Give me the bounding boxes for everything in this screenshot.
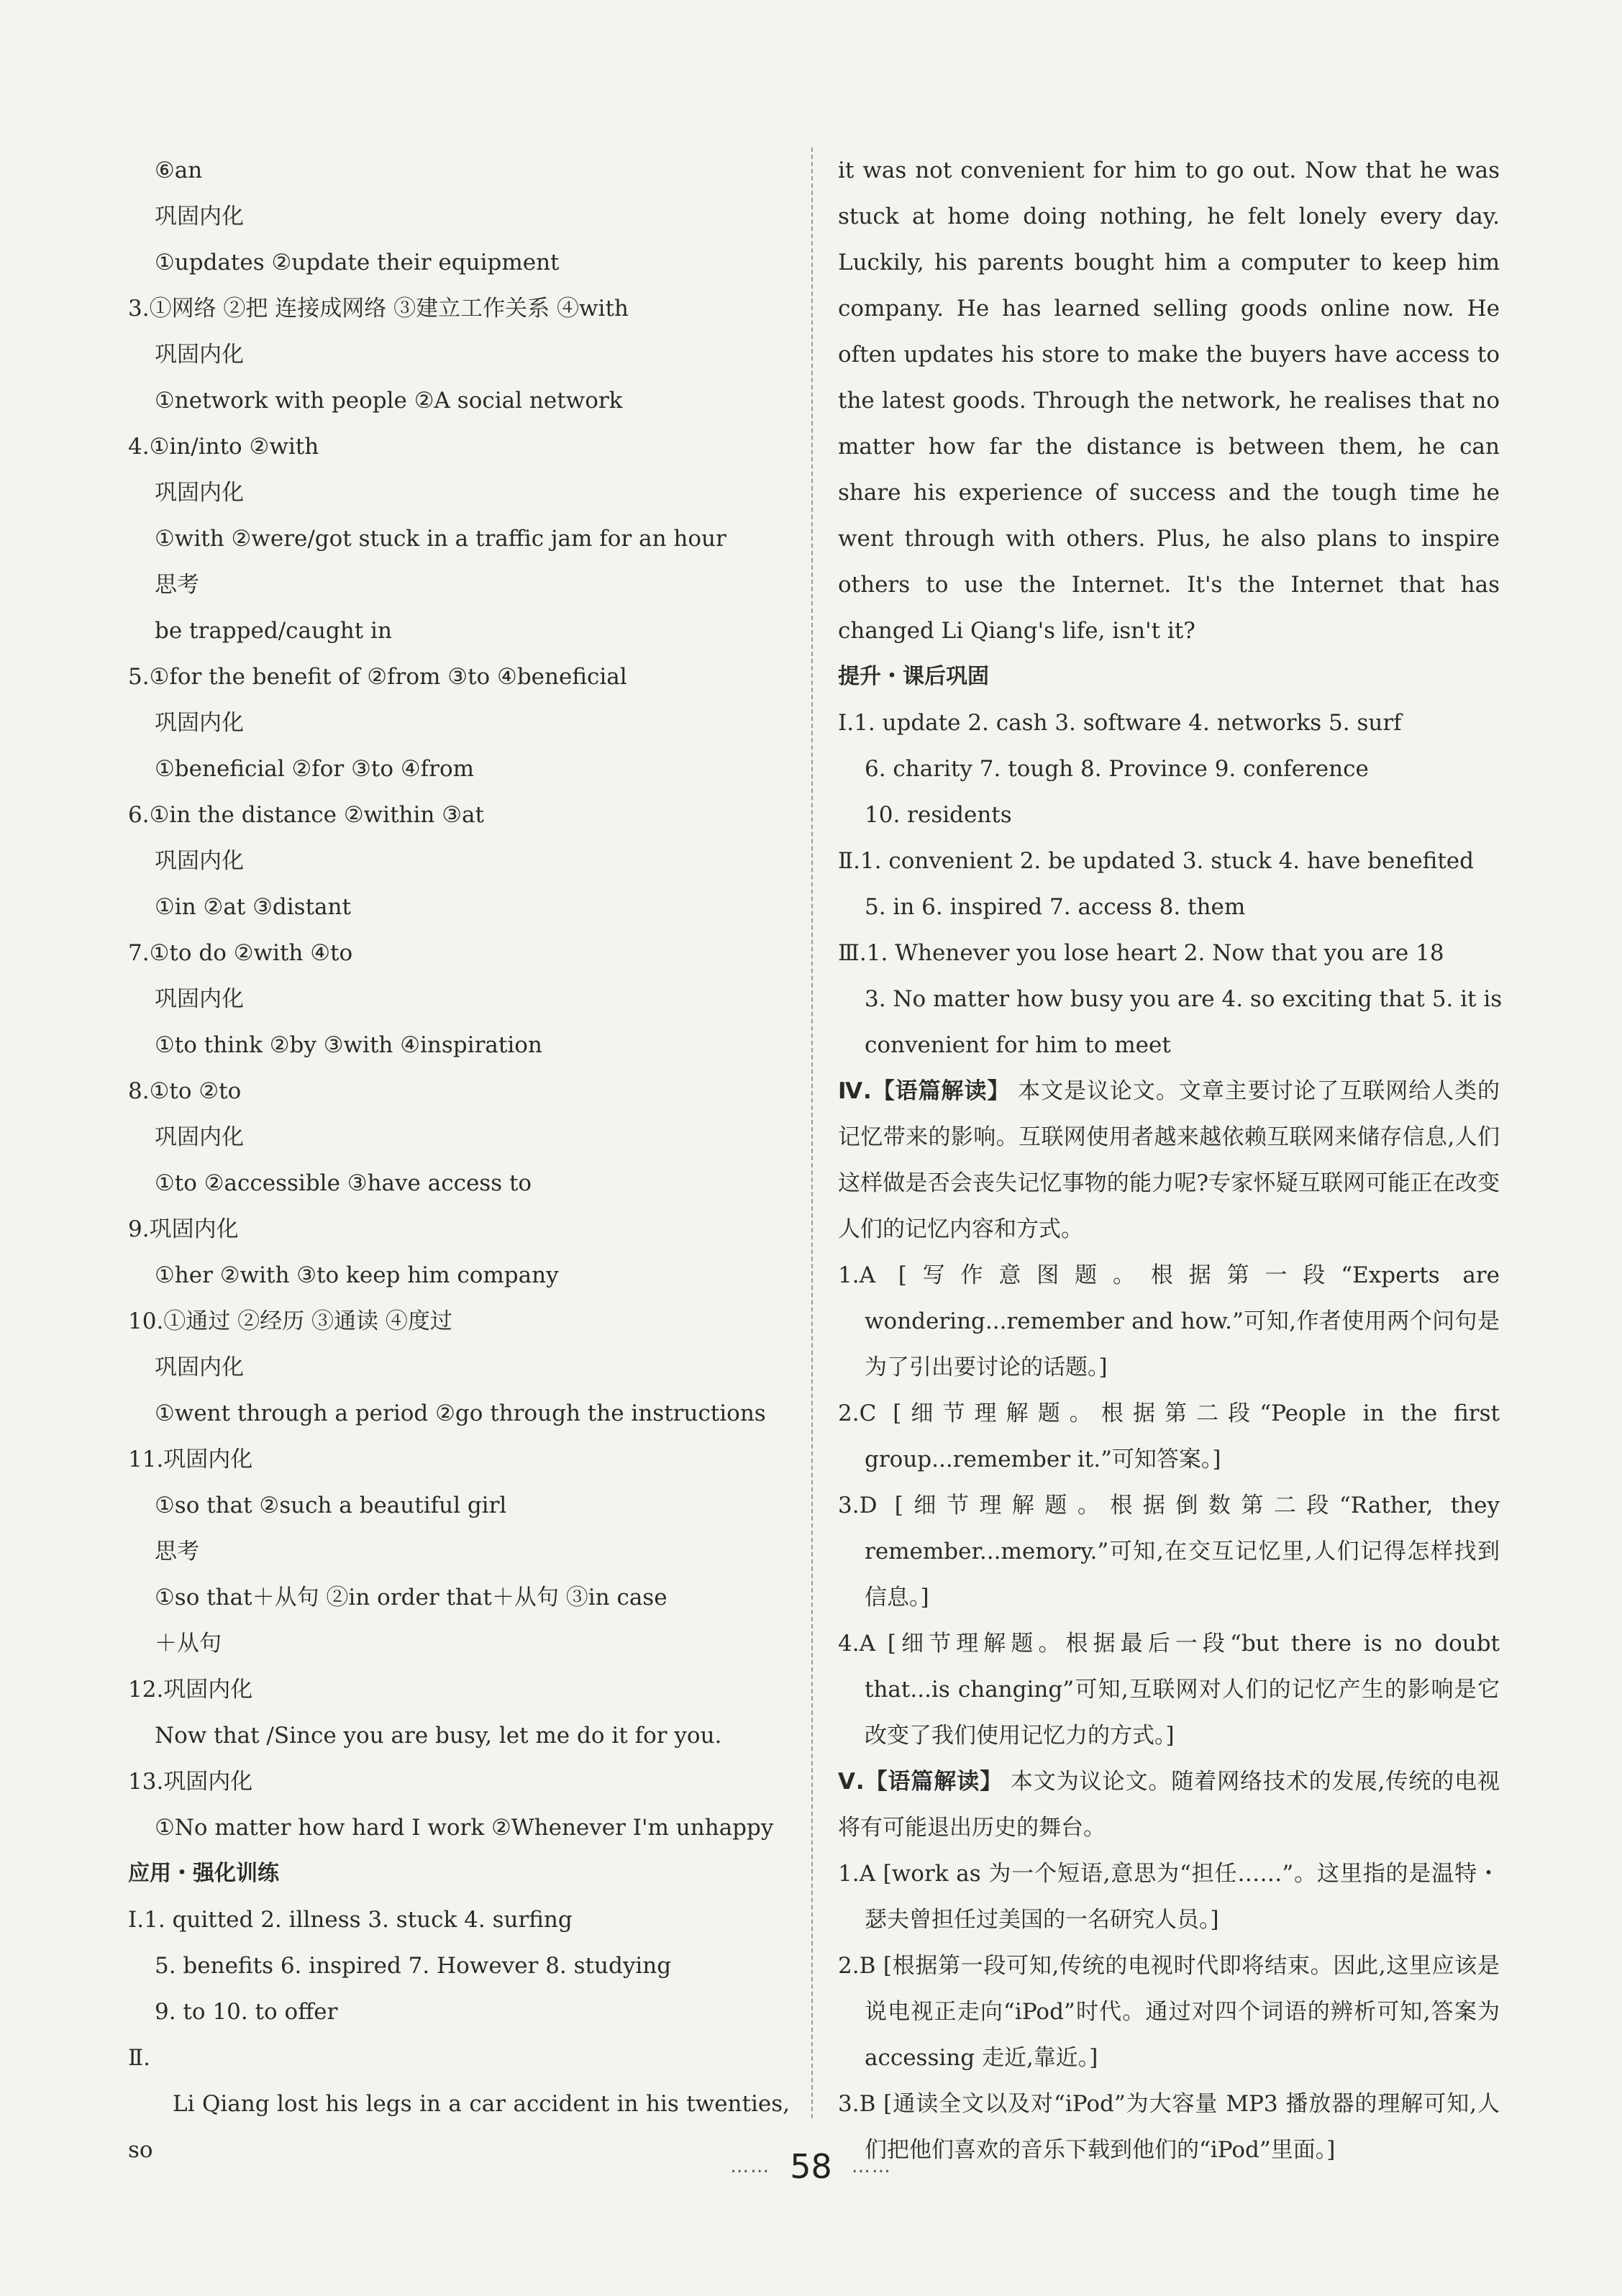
answer-line: ①her ②with ③to keep him company bbox=[155, 1262, 559, 1288]
question-answer: 1.A [写作意图题。根据第一段“Experts are wondering...remember and how.”可知,作者使用两个问句是为了引出要讨论的话题。] bbox=[838, 1262, 1500, 1380]
page-footer bbox=[0, 2147, 1622, 2186]
answer-line: ①updates ②update their equipment bbox=[155, 250, 560, 275]
question-answer: 2.C [细节理解题。根据第二段“People in the first group...remember it.”可知答案。] bbox=[838, 1400, 1500, 1472]
answer-line: 3.①网络 ②把 连接成网络 ③建立工作关系 ④with bbox=[128, 296, 629, 322]
answer-line: 13.巩固内化 bbox=[128, 1769, 253, 1795]
section-5-summary: 本文为议论文。随着网络技术的发展,传统的电视将有可能退出历史的舞台。 bbox=[838, 1769, 1500, 1841]
question-answer: 3.D [细节理解题。根据倒数第二段“Rather, they remember...memory.”可知,在交互记忆里,人们记得怎样找到信息。] bbox=[838, 1493, 1500, 1611]
answer-line: ①so that＋从句 ②in order that＋从句 ③in case bbox=[155, 1585, 668, 1611]
answer-line: 巩固内化 bbox=[155, 986, 244, 1012]
answer-line: ①beneficial ②for ③to ④from bbox=[155, 756, 475, 782]
answer-line: 巩固内化 bbox=[155, 1124, 244, 1150]
section-5-tag: Ⅴ.【语篇解读】 bbox=[838, 1769, 1003, 1795]
answer-line: be trapped/caught in bbox=[155, 618, 392, 644]
answer-line: 思考 bbox=[155, 572, 199, 598]
section-heading: 应用・强化训练 bbox=[128, 1861, 279, 1886]
right-answers bbox=[838, 654, 1503, 1068]
answer-line: 5. benefits 6. inspired 7. However 8. studying bbox=[155, 1953, 672, 1979]
answer-line: ①with ②were/got stuck in a traffic jam for an hour bbox=[155, 526, 726, 552]
answer-line: ①network with people ②A social network bbox=[155, 388, 623, 414]
answer-line: ⑥an bbox=[155, 158, 203, 183]
answer-line: ①in ②at ③distant bbox=[155, 894, 351, 920]
answer-line: 巩固内化 bbox=[155, 1354, 244, 1380]
answer-line: 6. charity 7. tough 8. Province 9. conference bbox=[865, 756, 1369, 782]
answer-line: 10.①通过 ②经历 ③通读 ④度过 bbox=[128, 1308, 452, 1334]
section-heading: 提升・课后巩固 bbox=[838, 664, 989, 689]
answer-line: 巩固内化 bbox=[155, 204, 244, 229]
question-answer: 1.A [work as 为一个短语,意思为“担任……”。这里指的是温特・瑟夫曾担任过美国的一名研究人员。] bbox=[838, 1861, 1500, 1933]
section-4 bbox=[838, 1068, 1500, 1252]
page-number: 58 bbox=[790, 2147, 832, 2186]
answer-line: 巩固内化 bbox=[155, 480, 244, 506]
answer-line: 3. No matter how busy you are 4. so exciting that 5. it is bbox=[865, 986, 1503, 1012]
column-divider bbox=[811, 147, 813, 2118]
footer-dots-right: …… bbox=[851, 2156, 892, 2177]
answer-line: convenient for him to meet bbox=[865, 1032, 1171, 1058]
question-answer: 4.A [细节理解题。根据最后一段“but there is no doubt that...is changing”可知,互联网对人们的记忆产生的影响是它改变了我们使用记忆力的方式。] bbox=[838, 1631, 1500, 1749]
answer-line: Li Qiang lost his legs in a car accident in his twenties, so bbox=[128, 2091, 790, 2163]
answer-line: ＋从句 bbox=[155, 1631, 222, 1657]
answer-line: Now that /Since you are busy, let me do it for you. bbox=[155, 1723, 722, 1749]
section-4-items bbox=[838, 1252, 1500, 1759]
answer-line: 7.①to do ②with ④to bbox=[128, 940, 353, 966]
answer-line: Ⅰ.1. update 2. cash 3. software 4. networks 5. surf bbox=[838, 710, 1402, 736]
section-4-tag: Ⅳ.【语篇解读】 bbox=[838, 1078, 1011, 1104]
answer-line: 巩固内化 bbox=[155, 710, 244, 736]
answer-line: ①No matter how hard I work ②Whenever I'm unhappy bbox=[155, 1815, 774, 1841]
section-4-summary: 本文是议论文。文章主要讨论了互联网给人类的记忆带来的影响。互联网使用者越来越依赖互联网来储存信息,人们这样做是否会丧失记忆事物的能力呢?专家怀疑互联网可能正在改变人们的记忆内容和方式。 bbox=[838, 1078, 1500, 1242]
answer-line: ①so that ②such a beautiful girl bbox=[155, 1493, 507, 1518]
right-column bbox=[838, 147, 1503, 2173]
question-answer: 3.B [通读全文以及对“iPod”为大容量 MP3 播放器的理解可知,人们把他们喜欢的音乐下载到他们的“iPod”里面。] bbox=[838, 2091, 1500, 2163]
answer-line: 9.巩固内化 bbox=[128, 1216, 239, 1242]
answer-line: 5.①for the benefit of ②from ③to ④beneficial bbox=[128, 664, 627, 690]
answer-line: 巩固内化 bbox=[155, 342, 244, 368]
answer-line: 12.巩固内化 bbox=[128, 1677, 253, 1703]
answer-line: ①went through a period ②go through the instructions bbox=[155, 1400, 766, 1426]
answer-line: 5. in 6. inspired 7. access 8. them bbox=[865, 894, 1246, 920]
answer-line: 8.①to ②to bbox=[128, 1078, 242, 1104]
question-answer: 2.B [根据第一段可知,传统的电视时代即将结束。因此,这里应该是说电视正走向“iPod”时代。通过对四个词语的辨析可知,答案为 accessing 走近,靠近。] bbox=[838, 1953, 1500, 2071]
answer-line: 思考 bbox=[155, 1539, 199, 1564]
answer-line: 11.巩固内化 bbox=[128, 1447, 253, 1472]
answer-line: Ⅱ. bbox=[128, 2045, 150, 2071]
passage-continuation: it was not convenient for him to go out. Now that he was stuck at home doing nothing, he felt lonely every day. Luckily, his parents bought him a computer to keep him company. He has learned selling goods online now. He often updates his store to make the buyers have access to the latest goods. Through the network, he realises that no matter how far the distance is between them, he can share his experience of success and the tough time he went through with others. Plus, he also plans to inspire others to use the Internet. It's the Internet that has changed Li Qiang's life, isn't it? bbox=[838, 158, 1500, 644]
answer-line: ①to think ②by ③with ④inspiration bbox=[155, 1032, 542, 1058]
section-5 bbox=[838, 1759, 1500, 1851]
answer-line: 9. to 10. to offer bbox=[155, 1999, 338, 2025]
answer-line: 4.①in/into ②with bbox=[128, 434, 319, 460]
footer-dots-left: …… bbox=[730, 2156, 771, 2177]
answer-line: Ⅲ.1. Whenever you lose heart 2. Now that you are 18 bbox=[838, 940, 1444, 966]
answer-line: 10. residents bbox=[865, 802, 1012, 828]
section-5-items bbox=[838, 1851, 1500, 2173]
answer-line: Ⅱ.1. convenient 2. be updated 3. stuck 4. have benefited bbox=[838, 848, 1474, 874]
left-column bbox=[128, 147, 790, 2173]
answer-line: 6.①in the distance ②within ③at bbox=[128, 802, 484, 828]
answer-line: ①to ②accessible ③have access to bbox=[155, 1170, 532, 1196]
answer-line: 巩固内化 bbox=[155, 848, 244, 874]
answer-line: Ⅰ.1. quitted 2. illness 3. stuck 4. surfing bbox=[128, 1907, 573, 1933]
